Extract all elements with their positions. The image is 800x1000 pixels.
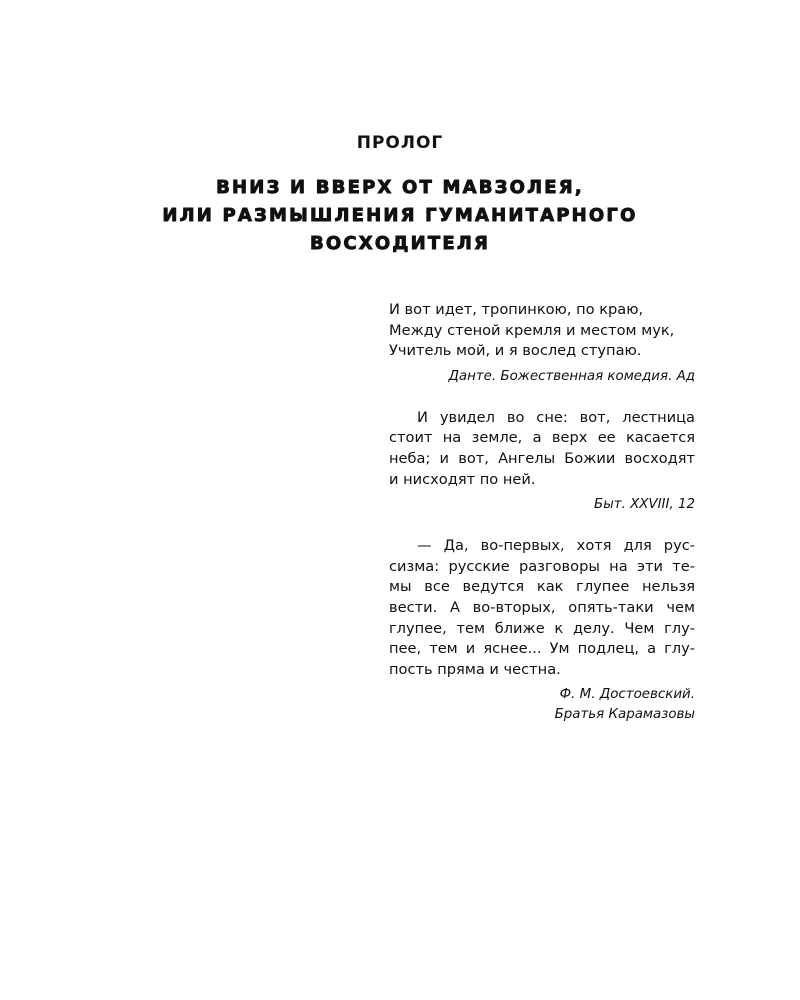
epigraph-attribution [389,495,695,515]
epigraph-line: пее, тем и яснее... Ум подлец, а глу- [389,640,695,658]
chapter-title-line: ВНИЗ И ВВЕРХ ОТ МАВЗОЛЕЯ, [216,177,584,198]
epigraph-line: И вот идет, тропинкою, по краю, [389,301,644,318]
epigraph-line: стоит на земле, а верх ее касается [389,429,695,447]
section-label: ПРОЛОГ [356,133,444,153]
epigraph-attribution [389,367,695,387]
epigraph-dostoevsky [389,536,695,725]
epigraph-genesis [389,408,695,515]
epigraph-line: неба; и вот, Ангелы Божии восходят [389,449,695,467]
epigraph-line: мы все ведутся как глупее нельзя [389,578,695,596]
chapter-title-line: ИЛИ РАЗМЫШЛЕНИЯ ГУМАНИТАРНОГО [162,205,638,226]
epigraph-line: сизма: русские разговоры на эти те- [389,557,695,575]
epigraph-line: Между стеной кремля и местом мук, [389,321,675,339]
epigraph-attribution [389,685,695,725]
epigraph-line: Учитель мой, и я вослед ступаю. [389,342,642,360]
epigraph-dante [389,300,695,387]
epigraphs [389,300,695,746]
epigraph-line: вести. А во-вторых, опять-таки чем [389,598,695,616]
epigraph-line: и нисходят по ней. [389,470,536,488]
epigraph-line: И увидел во сне: вот, лестница [417,408,695,426]
epigraph-line: глупее, тем ближе к делу. Чем глу- [389,619,695,637]
attribution-line: Братья Карамазовы [554,707,695,723]
attribution-line: Быт. XXVIII, 12 [594,497,695,513]
epigraph-line: пость пряма и честна. [389,660,561,678]
attribution-line: Ф. М. Достоевский. [559,687,695,703]
chapter-title [100,174,700,258]
epigraph-line: — Да, во-первых, хотя для рус- [417,537,695,555]
attribution-line: Данте. Божественная комедия. Ад [448,368,695,384]
chapter-title-line: ВОСХОДИТЕЛЯ [309,233,491,254]
